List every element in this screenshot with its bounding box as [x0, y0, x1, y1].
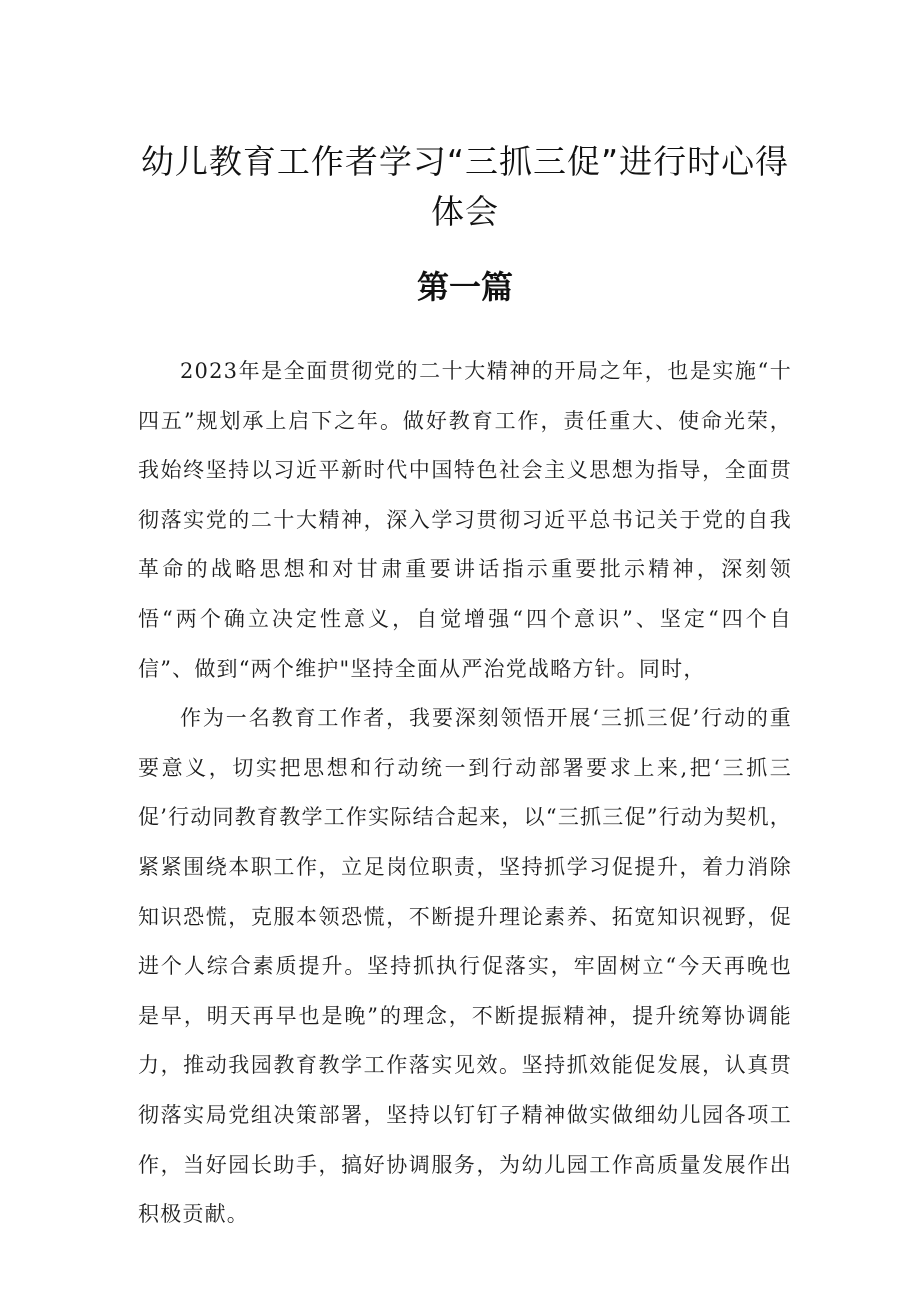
document-title: 幼儿教育工作者学习“三抓三促”进行时心得体会 [140, 142, 790, 231]
section-heading: 第一篇 [416, 268, 513, 306]
paragraph-1: 2023年是全面贯彻党的二十大精神的开局之年，也是实施“十四五”规划承上启下之年。做好教育工作，责任重大、使命光荣，我始终坚持以习近平新时代中国特色社会主义思想为指导，全面贯彻落实党的二十大精神，深入学习贯彻习近平总书记关于党的自我革命的战略思想和对甘肃重要讲话指示重要批示精神，深刻领悟“两个确立决定性意义，自觉增强“四个意识”、坚定“四个自信”、做到“两个维护"坚持全面从严治党战略方针。同时， [138, 359, 792, 681]
paragraph-2: 作为一名教育工作者，我要深刻领悟开展‘三抓三促’行动的重要意义，切实把思想和行动统一到行动部署要求上来,把‘三抓三促’行动同教育教学工作实际结合起来，以“三抓三促”行动为契机，紧紧围绕本职工作，立足岗位职责，坚持抓学习促提升，着力消除知识恐慌，克服本领恐慌，不断提升理论素养、拓宽知识视野，促进个人综合素质提升。坚持抓执行促落实，牢固树立“今天再晚也是早，明天再早也是晚”的理念，不断提振精神，提升统筹协调能力，推动我园教育教学工作落实见效。坚持抓效能促发展，认真贯彻落实局党组决策部署，坚持以钉钉子精神做实做细幼儿园各项工作，当好园长助手，搞好协调服务，为幼儿园工作高质量发展作出积极贡献。 [138, 706, 792, 1227]
